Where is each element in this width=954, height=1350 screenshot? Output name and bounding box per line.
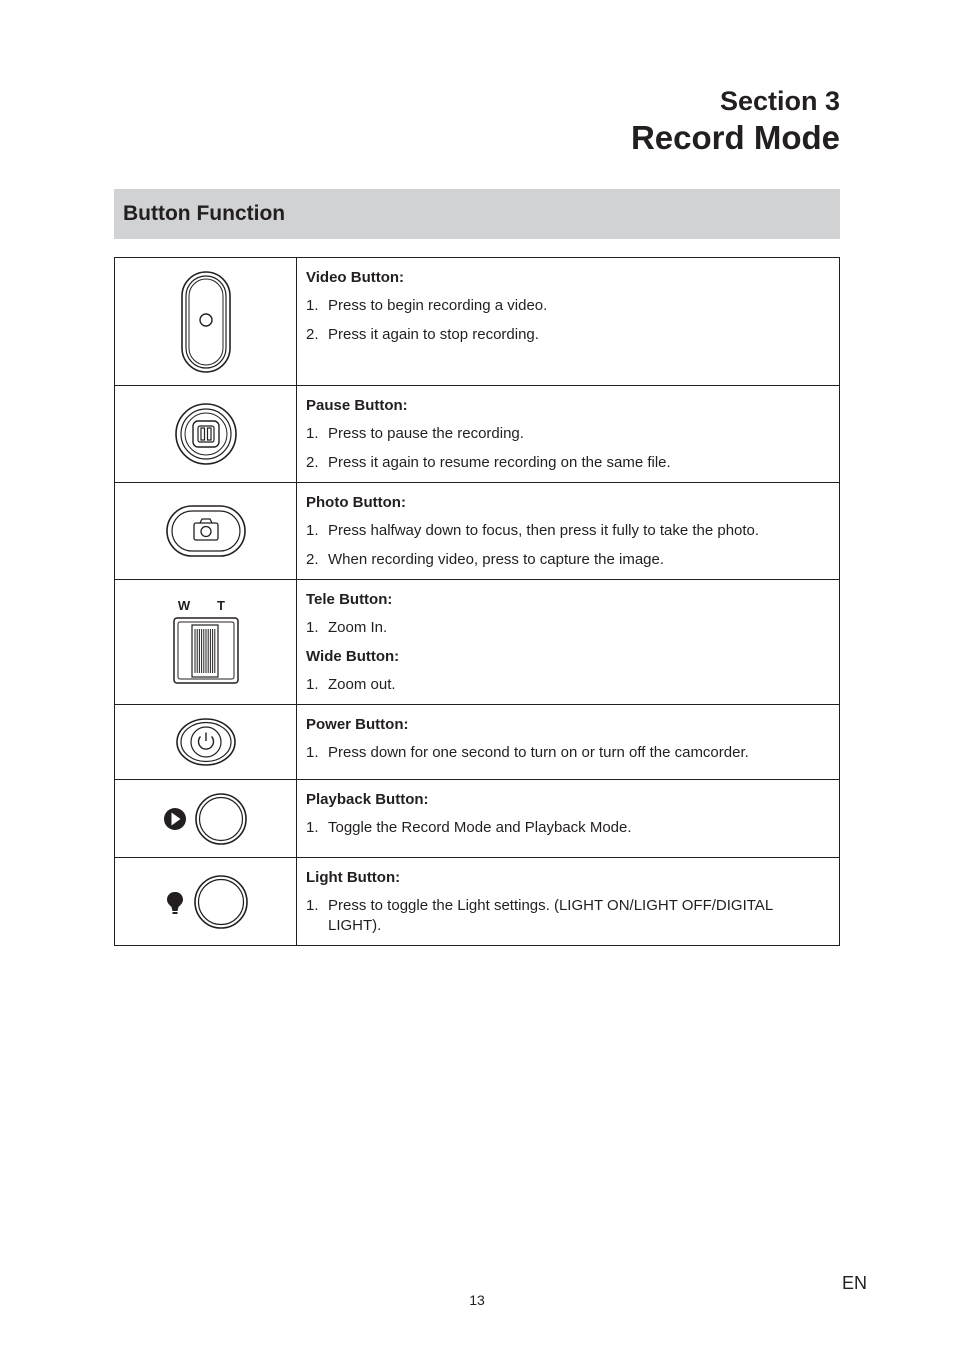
list-item: 1. Press down for one second to turn on or turn off the camcorder.	[306, 744, 749, 761]
table-row	[115, 580, 840, 705]
button-label: Wide Button:	[306, 648, 400, 665]
page-number: 13	[469, 1292, 485, 1308]
button-label: Video Button:	[306, 269, 405, 286]
table-row	[115, 258, 840, 386]
zoom-lever-icon	[171, 598, 241, 686]
steps-list	[306, 896, 829, 936]
table-row	[115, 705, 840, 780]
list-item: 1. Zoom In.	[306, 619, 388, 636]
table-row	[115, 780, 840, 858]
table-row	[115, 858, 840, 946]
list-item: 2. When recording video, press to capture the image.	[306, 551, 665, 568]
pause-button-icon	[174, 402, 238, 466]
page-header	[631, 84, 840, 158]
light-button-icon	[163, 874, 249, 930]
list-item: 1. Zoom out.	[306, 676, 396, 693]
steps-list	[306, 675, 829, 695]
wide-label: W	[177, 598, 190, 613]
table-row	[115, 483, 840, 580]
steps-list	[306, 521, 829, 570]
list-item: 1. Press to begin recording a video.	[306, 297, 548, 314]
steps-list	[306, 296, 829, 345]
button-function-table	[114, 257, 840, 946]
button-label: Pause Button:	[306, 397, 408, 414]
table-row	[115, 386, 840, 483]
steps-list	[306, 818, 829, 838]
list-item: 2. Press it again to stop recording.	[306, 326, 539, 343]
list-item: 1. Press to toggle the Light settings. (LIGHT ON/LIGHT OFF/DIGITAL LIGHT).	[306, 897, 773, 934]
button-label: Photo Button:	[306, 494, 406, 511]
page-title: Record Mode	[630, 119, 840, 156]
tele-label: T	[216, 598, 225, 613]
button-label: Playback Button:	[306, 791, 429, 808]
section-heading: Button Function	[114, 189, 840, 239]
photo-button-icon	[165, 504, 247, 558]
list-item: 1. Press to pause the recording.	[306, 425, 524, 442]
list-item: 2. Press it again to resume recording on the same file.	[306, 454, 671, 471]
steps-list	[306, 618, 829, 638]
power-button-icon	[175, 717, 237, 767]
list-item: 1. Press halfway down to focus, then press it fully to take the photo.	[306, 522, 760, 539]
section-number: Section 3	[719, 86, 840, 116]
language-tag: EN	[841, 1273, 867, 1293]
playback-button-icon	[163, 792, 249, 846]
steps-list	[306, 424, 829, 473]
button-label: Tele Button:	[306, 591, 393, 608]
list-item: 1. Toggle the Record Mode and Playback Mode.	[306, 819, 632, 836]
button-label: Light Button:	[306, 869, 401, 886]
steps-list	[306, 743, 829, 763]
video-button-icon	[176, 270, 236, 374]
button-label: Power Button:	[306, 716, 409, 733]
